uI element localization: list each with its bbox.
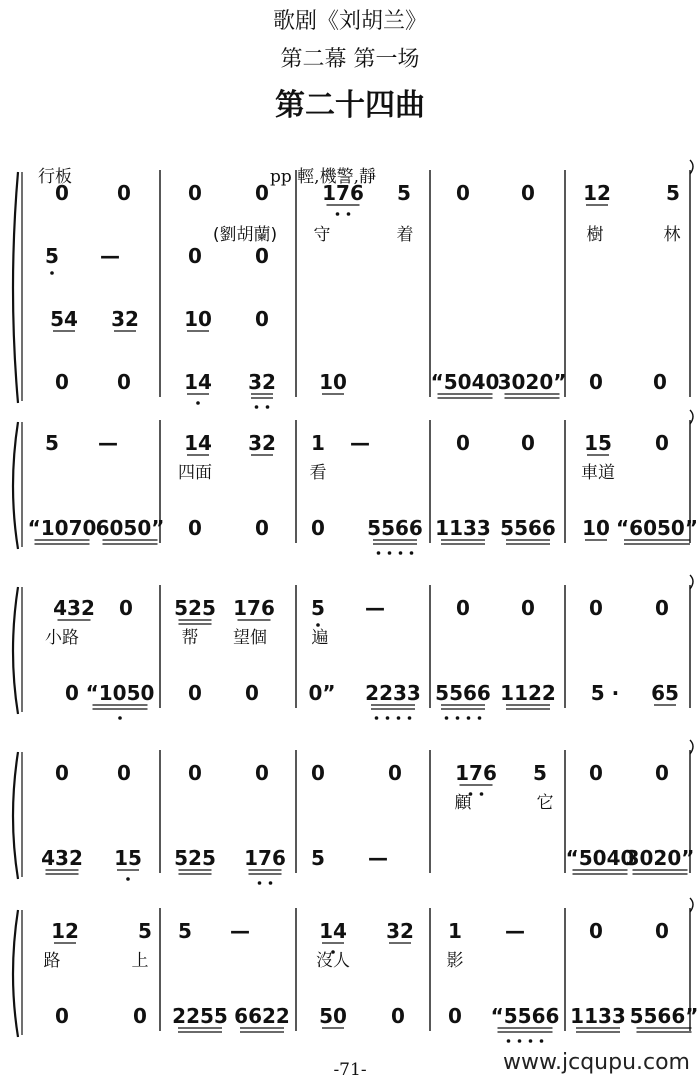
note: 5 (311, 596, 325, 620)
octave-dot (258, 881, 262, 885)
lyric: 它 (536, 793, 554, 813)
note: 1 (448, 919, 462, 943)
note: 0 (55, 181, 69, 205)
note: 0 (521, 596, 535, 620)
note: — (100, 244, 120, 268)
note: 5 (397, 181, 411, 205)
note: 0 (655, 596, 669, 620)
octave-dot (255, 405, 259, 409)
note: 525 (174, 596, 216, 620)
note: 0 (119, 596, 133, 620)
note: 1 (311, 431, 325, 455)
octave-dot (467, 716, 471, 720)
note: 5566 (500, 516, 556, 540)
note: 0 (311, 516, 325, 540)
opera-title: 歌剧《刘胡兰》 (272, 9, 427, 34)
note: 0 (255, 244, 269, 268)
note: 14 (184, 370, 212, 394)
note: 0 (255, 307, 269, 331)
note: 0 (188, 516, 202, 540)
note: 0 (117, 181, 131, 205)
octave-dot (410, 551, 414, 555)
note: 0 (311, 761, 325, 785)
lyric: 沒人 (316, 951, 350, 971)
octave-dot (118, 716, 122, 720)
note: — (368, 846, 388, 870)
lyric: 帮 (181, 628, 199, 648)
note: — (505, 919, 525, 943)
note: 0 (653, 370, 667, 394)
note: 14 (319, 919, 347, 943)
note: 0 (589, 370, 603, 394)
lyric: 四面 (178, 463, 212, 483)
note: 6622 (234, 1004, 290, 1028)
lyric: 林 (663, 225, 681, 245)
lyric: 車道 (581, 463, 615, 483)
note: 65 (651, 681, 679, 705)
note: 3020” (497, 370, 567, 394)
octave-dot (478, 716, 482, 720)
octave-dot (266, 405, 270, 409)
note: 50 (319, 1004, 347, 1028)
note: 14 (184, 431, 212, 455)
note: 525 (174, 846, 216, 870)
note: 5 (45, 244, 59, 268)
octave-dot (388, 551, 392, 555)
note: 10 (184, 307, 212, 331)
note: 10 (319, 370, 347, 394)
note: “6050” (616, 516, 698, 540)
lyric: 路 (43, 951, 61, 971)
note: 0 (255, 761, 269, 785)
octave-dot (518, 1039, 522, 1043)
note: 5 (311, 846, 325, 870)
octave-dot (336, 212, 340, 216)
note: 0 (589, 596, 603, 620)
note: 0 (391, 1004, 405, 1028)
octave-dot (529, 1039, 533, 1043)
octave-dot (50, 271, 54, 275)
note: 5566 (367, 516, 423, 540)
octave-dot (408, 716, 412, 720)
system-brace (13, 172, 18, 403)
note: 15 (584, 431, 612, 455)
note: 176 (244, 846, 286, 870)
piece-number-title: 第二十四曲 (275, 88, 425, 123)
note: — (350, 431, 370, 455)
note: 54 (50, 307, 78, 331)
note: — (365, 596, 385, 620)
note: — (98, 431, 118, 455)
note: 0 (255, 181, 269, 205)
octave-dot (377, 551, 381, 555)
lyric: 守 (313, 225, 331, 245)
note: 12 (583, 181, 611, 205)
watermark: www.jcqupu.com (503, 1050, 690, 1075)
note: 0 (55, 761, 69, 785)
note: “5040 (430, 370, 500, 394)
note: “5040 (565, 846, 635, 870)
note: 0 (456, 431, 470, 455)
octave-dot (397, 716, 401, 720)
lyric: 小路 (45, 628, 79, 648)
octave-dot (196, 401, 200, 405)
note: 15 (114, 846, 142, 870)
page-number: -71- (333, 1060, 367, 1080)
octave-dot (480, 792, 484, 796)
octave-dot (540, 1039, 544, 1043)
lyric: 看 (309, 463, 327, 483)
note: 0 (245, 681, 259, 705)
note: 10 (582, 516, 610, 540)
note: 0 (388, 761, 402, 785)
note: 0 (133, 1004, 147, 1028)
note: “5566 (490, 1004, 560, 1028)
lyric: 遍 (311, 628, 329, 648)
note: 1133 (570, 1004, 626, 1028)
note: 32 (248, 431, 276, 455)
expression-marking: pp 輕,機警,靜 (270, 167, 376, 187)
note: 5 · (590, 681, 620, 705)
note: 32 (386, 919, 414, 943)
note: 5 (138, 919, 152, 943)
note: 1133 (435, 516, 491, 540)
octave-dot (347, 212, 351, 216)
note: 432 (53, 596, 95, 620)
note: 5 (45, 431, 59, 455)
lyric: (劉胡蘭) (212, 225, 278, 245)
note: 0 (521, 431, 535, 455)
octave-dot (126, 877, 130, 881)
octave-dot (375, 716, 379, 720)
note: 32 (111, 307, 139, 331)
note: 0 (55, 1004, 69, 1028)
note: “1070 (27, 516, 97, 540)
note: 0 (188, 681, 202, 705)
tempo-marking: 行板 (38, 167, 72, 187)
note: 5 (666, 181, 680, 205)
note: 432 (41, 846, 83, 870)
note: 176 (455, 761, 497, 785)
octave-dot (445, 716, 449, 720)
octave-dot (399, 551, 403, 555)
note: 0 (521, 181, 535, 205)
octave-dot (316, 623, 320, 627)
note: 0 (188, 244, 202, 268)
note: 6050” (95, 516, 165, 540)
note: 0 (188, 761, 202, 785)
note: 0 (589, 919, 603, 943)
system-brace (13, 587, 18, 714)
note: 0 (55, 370, 69, 394)
octave-dot (269, 881, 273, 885)
note: 0 (655, 761, 669, 785)
lyric: 上 (131, 951, 149, 971)
note: 0 (117, 761, 131, 785)
note: 0 (188, 181, 202, 205)
note: 3020” (625, 846, 695, 870)
note: 5 (178, 919, 192, 943)
note: 5 (533, 761, 547, 785)
lyric: 顧 (454, 793, 472, 813)
note: 0 (655, 919, 669, 943)
note: 5566” (629, 1004, 699, 1028)
note: 0 (456, 596, 470, 620)
note: 2233 (365, 681, 421, 705)
note: 0 (655, 431, 669, 455)
system-brace (13, 910, 18, 1037)
note: 0 (448, 1004, 462, 1028)
note: 12 (51, 919, 79, 943)
system-brace (13, 752, 18, 879)
system-brace (13, 422, 18, 549)
octave-dot (507, 1039, 511, 1043)
octave-dot (386, 716, 390, 720)
lyric: 樹 (586, 225, 604, 245)
note: 0 (456, 181, 470, 205)
note: 0 (255, 516, 269, 540)
note: 0” (308, 681, 336, 705)
lyric: 望個 (233, 628, 267, 648)
note: 0 (117, 370, 131, 394)
octave-dot (456, 716, 460, 720)
act-scene-subtitle: 第二幕 第一场 (280, 47, 420, 72)
note: “1050 (85, 681, 155, 705)
note: 32 (248, 370, 276, 394)
note: 1122 (500, 681, 556, 705)
note: 2255 (172, 1004, 228, 1028)
lyric: 影 (446, 951, 464, 971)
lyric: 着 (396, 225, 414, 245)
note: 0 (65, 681, 79, 705)
note: 5566 (435, 681, 491, 705)
note: 0 (589, 761, 603, 785)
note: 176 (233, 596, 275, 620)
note: — (230, 919, 250, 943)
note: 176 (322, 181, 364, 205)
